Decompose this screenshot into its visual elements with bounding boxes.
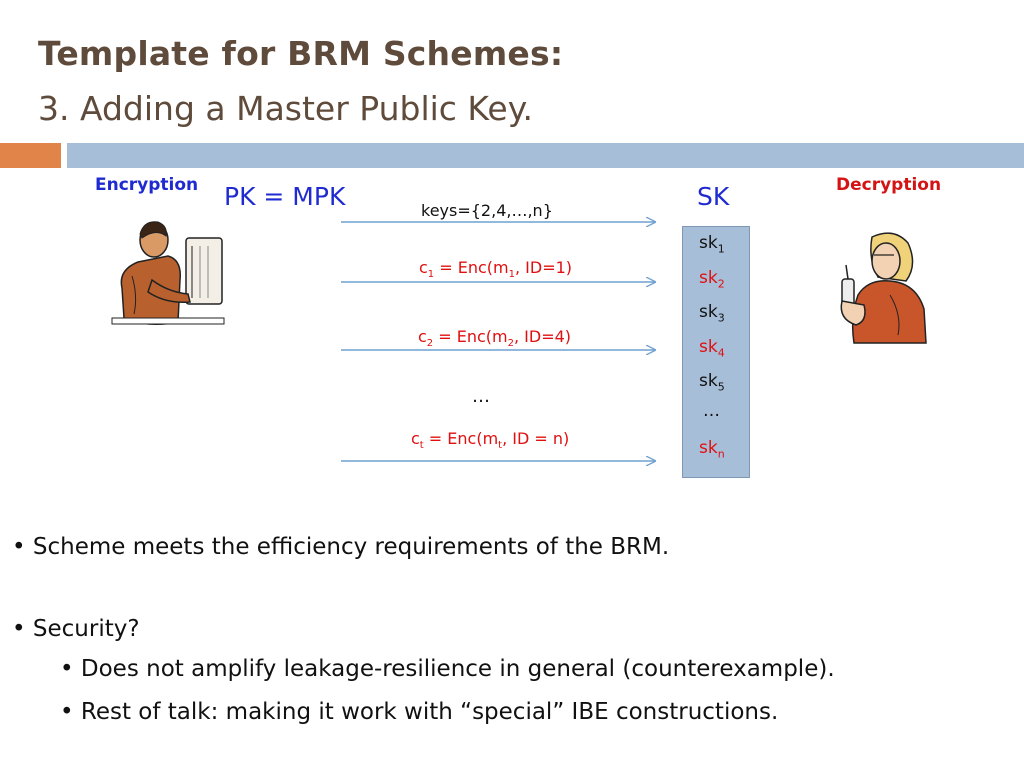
message-c1: $c_1 = Enc(m_1$, ID=1) [419, 258, 573, 281]
sk-item: $sk_1$ [699, 233, 725, 256]
secret-key-box [682, 226, 750, 478]
bullet-leakage: • Does not amplify leakage-resilience in general (counterexample). [60, 656, 835, 682]
keys-label: keys={2,4,…,n} [421, 201, 553, 220]
sk-item: $sk_5$ [699, 371, 725, 394]
slide-title: Template for BRM Schemes: [38, 34, 564, 73]
message-ct: $c_t = Enc(m_t$, ID = n) [411, 429, 570, 452]
slide-subtitle: 3. Adding a Master Public Key. [38, 89, 534, 128]
messages-ellipsis: … [472, 386, 490, 407]
sk-item: $sk_4$ [699, 337, 725, 360]
message-c2: $c_2 = Enc(m_2$, ID=4) [418, 327, 572, 350]
sk-item: $sk_n$ [699, 438, 725, 461]
bullet-security: • Security? [12, 616, 140, 642]
bullet-efficiency: • Scheme meets the efficiency requirements of the BRM. [12, 534, 670, 560]
bullet-rest-of-talk: • Rest of talk: making it work with “special” IBE constructions. [60, 699, 779, 725]
sk-ellipsis: … [703, 401, 720, 421]
sk-label: SK [697, 182, 730, 211]
sk-item: $sk_2$ [699, 268, 725, 291]
sk-item: $sk_3$ [699, 302, 725, 325]
decryption-label: Decryption [836, 175, 942, 195]
pk-mpk-label: PK = MPK [224, 182, 346, 211]
encryption-label: Encryption [95, 175, 199, 195]
